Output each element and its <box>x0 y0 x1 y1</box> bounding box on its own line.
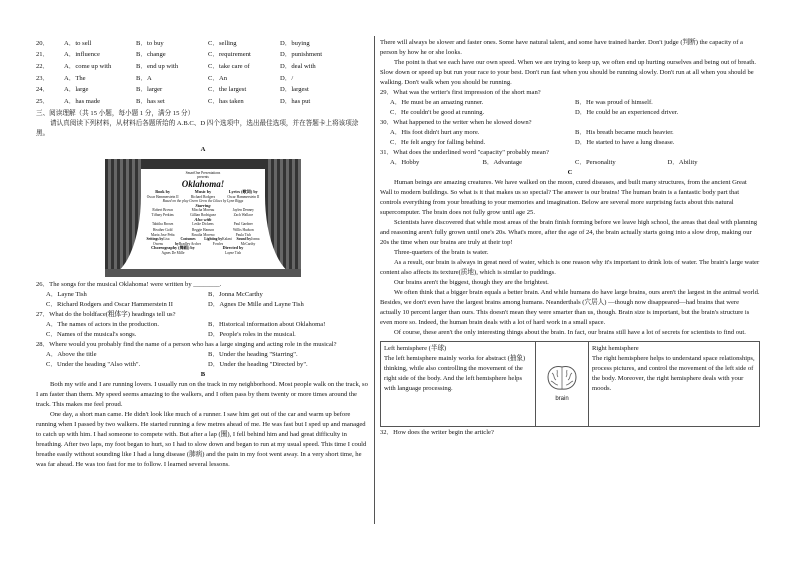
column-divider <box>374 36 375 524</box>
brain-label: brain <box>555 396 569 402</box>
q31-option-d[interactable]: D．Ability <box>667 159 698 166</box>
poster-entry: Gillian Rodriguez <box>190 213 216 218</box>
answer-option[interactable]: D．buying <box>280 39 310 47</box>
answer-option[interactable]: B．change <box>136 51 166 59</box>
left-hemisphere-cell <box>381 342 536 426</box>
answer-option[interactable]: A．large <box>64 86 89 94</box>
question-number: 22． <box>36 62 50 70</box>
musical-poster <box>105 159 301 277</box>
poster-starring-heading: Starring <box>195 202 211 208</box>
poster-entry: Tiffany Perkins <box>151 213 174 218</box>
poster-entry: Robert Brown <box>152 208 173 212</box>
right-hemisphere-heading: Right hemisphere <box>592 345 639 352</box>
question-29 <box>380 88 760 118</box>
answer-option[interactable]: D．has put <box>280 97 311 105</box>
q28-stem: 28．Where would you probably find the name of a person who has a large singing and acting role in the musical? <box>36 340 337 348</box>
question-30 <box>380 118 760 148</box>
poster-entry: Paula Tish <box>235 233 251 238</box>
passage-b-left <box>36 380 370 470</box>
poster-entry-value: Richard Rodgers <box>190 194 216 199</box>
answer-options-block <box>36 38 370 108</box>
answer-option[interactable]: C．An <box>208 74 228 82</box>
paragraph: Human beings are amazing creatures. We have walked on the moon, cured diseases, and built many structures, from the ancient Great Wall to modern buildings. So what is it that makes us so special? The answer is our brains! The human brain is a fantastic body part that controls everything from your breathing to your memories and imagination. Below are several more surprising facts about this natural supercomputer. The brain does not fully grow until age 25. <box>380 179 747 216</box>
paragraph: There will always be slower and faster ones. Some have natural talent, and some have trained harder. Don't judge (判断) the capacity of a person by how he or she looks. <box>380 39 743 56</box>
answer-option[interactable]: D．punishment <box>280 51 323 59</box>
q26-option-a[interactable]: A．Layne Tish <box>46 290 87 298</box>
question-28 <box>36 340 370 370</box>
paragraph: Both my wife and I are running lovers. I usually run on the track in my neighborhood. Most people walk on the track, so I am faster than them. My speed seems amazing to the walkers, and I often pass by them twenty or more times around the track. This makes me feel proud. <box>36 380 368 408</box>
right-curtain <box>265 159 301 277</box>
q27-option-a[interactable]: A．The names of actors in the production. <box>46 320 159 328</box>
q27-option-b[interactable]: B．Historical information about Oklahoma! <box>208 320 326 328</box>
option-row <box>36 73 370 85</box>
q29-option-a[interactable]: A．He must be an amazing runner. <box>390 99 484 106</box>
q29-stem: 29．What was the writer's first impression of the short man? <box>380 89 541 96</box>
q31-option-c[interactable]: C．Personality <box>575 159 616 166</box>
option-row <box>36 61 370 73</box>
q29-option-b[interactable]: B．He was proud of himself. <box>575 99 653 106</box>
q27-options <box>36 320 370 340</box>
poster-presents: presents <box>197 174 209 179</box>
hemisphere-table <box>380 341 760 427</box>
answer-option[interactable]: D．deal with <box>280 62 316 70</box>
paragraph: Of course, these aren't the only interesting things about the brain. In fact, our brains still have a lot of secrets for scientists to find out. <box>394 329 746 336</box>
q28-option-c[interactable]: C．Under the heading "Also with". <box>46 360 141 368</box>
answer-option[interactable]: C．has taken <box>208 97 244 105</box>
option-row <box>36 96 370 108</box>
answer-option[interactable]: C．take care of <box>208 62 250 70</box>
poster-entry <box>224 190 263 199</box>
answer-option[interactable]: C．selling <box>208 39 237 47</box>
poster-chor-value: Agnes De Mille <box>161 250 185 255</box>
brain-icon <box>545 364 579 394</box>
answer-option[interactable]: A．influence <box>64 51 100 59</box>
poster-dir-value: Layne Tish <box>224 250 242 255</box>
answer-option[interactable]: A．come up with <box>64 62 112 70</box>
poster-presenter: SmartOne Presentations <box>185 170 221 175</box>
answer-option[interactable]: B．end up with <box>136 62 179 70</box>
q26-option-d[interactable]: D．Agnes De Mille and Layne Tish <box>208 300 304 308</box>
q28-option-a[interactable]: A．Above the title <box>46 350 97 358</box>
answer-option[interactable]: B．to buy <box>136 39 164 47</box>
q26-option-c[interactable]: C．Richard Rodgers and Oscar Hammerstein II <box>46 300 173 308</box>
question-number: 23． <box>36 74 50 82</box>
paragraph: As a result, our brain is always in great need of water, which is one reason why it's important to drink lots of water. The brain's large water content also affects its texture(质地), which is similar to puddings. <box>380 259 760 276</box>
q31-option-a[interactable]: A．Hobby <box>390 159 420 166</box>
q31-options <box>380 158 760 168</box>
brain-image-cell <box>536 342 589 426</box>
poster-entry: Reggie Hanson <box>191 227 215 232</box>
q30-stem: 30．What happened to the writer when he slowed down? <box>380 119 532 126</box>
q26-option-b[interactable]: B．Jonna McCarthy <box>208 290 263 298</box>
q26-stem: 26．The songs for the musical Oklahoma! were written by ________. <box>36 280 222 288</box>
paragraph: One day, a short man came. He didn't look like much of a runner. I saw him get out of the car and warm up before running when I passed by two walkers. He started running a few metres ahead of me. He was fast but I sped up and managed to catch up with him. I had someone to compete with. But after a lap (圈), I fell behind him and had great difficulty in breathing. After two laps, my foot began to hurt, so I had to slow down and began to run at my usual speed. This time I could breathe easily without sounding like I had a lung disease (肺病) and the pain in my foot went away. In a very short time, he was far ahead. He was too fast for me to follow. I learned several lessons. <box>36 410 367 468</box>
poster-entry <box>143 190 182 199</box>
poster-entry: Leslie Dickens <box>192 222 214 227</box>
poster-entry-value: Bradley Archer <box>178 241 201 246</box>
poster-entry: Jaylen Denney <box>232 208 254 212</box>
q31-option-b[interactable]: B．Advantage <box>482 159 523 166</box>
answer-option[interactable]: C．requirement <box>208 51 251 59</box>
poster-entry-value: Jonna McCarthy <box>240 237 260 246</box>
answer-option[interactable]: B．A <box>136 74 152 82</box>
poster-entry: Willis Hudson <box>232 227 254 232</box>
q30-option-a[interactable]: A．His foot didn't hurt any more. <box>390 129 480 136</box>
answer-option[interactable]: C．the largest <box>208 86 247 94</box>
poster-based-on: Based on the play Green Grow the Lilacs by Lynn Riggs <box>162 199 244 204</box>
poster-entry-heading: Lighting by <box>204 237 223 242</box>
answer-option[interactable]: D．/ <box>280 74 294 82</box>
passage-b-right <box>380 38 760 88</box>
question-31 <box>380 148 760 168</box>
right-hemisphere-cell <box>589 342 759 426</box>
answer-option[interactable]: D．largest <box>280 86 309 94</box>
q32-stem: 32．How does the writer begin the article? <box>380 429 494 436</box>
q27-stem: 27．What do the boldface(粗体字) headings tell us? <box>36 310 176 318</box>
q29-option-c[interactable]: C．He couldn't be good at running. <box>390 109 485 116</box>
poster-entry-heading: Book by <box>155 189 171 195</box>
option-row <box>36 84 370 96</box>
q26-options <box>36 290 370 310</box>
poster-entry-heading: Sound by <box>236 237 252 242</box>
paragraph: We often think that a bigger brain equals a better brain. And while humans do have large brains, ours aren't the largest in the animal world. Besides, we don't even have the largest brains among humans. Neanderthals (穴居人) —though now disappeared—had brains that were actually 10 percent larger than ours. This doesn't mean they were smarter than us, though. Brain size is important, but the brain's structure is even more so. Indeed, the human brain deals with a lot of hard work in a small space. <box>380 289 760 326</box>
option-row <box>36 38 370 50</box>
question-number: 21． <box>36 51 50 59</box>
poster-entry-value: Kalani Fowles <box>212 237 232 246</box>
paragraph: Our brains aren't the biggest, though they are the brightest. <box>394 279 549 286</box>
paragraph: Three-quarters of the brain is water. <box>394 249 489 256</box>
poster-entry: Rosalia Moreno <box>191 233 215 238</box>
question-27 <box>36 310 370 340</box>
answer-option[interactable]: A．to sell <box>64 39 92 47</box>
q30-option-b[interactable]: B．His breath became much heavier. <box>575 129 674 136</box>
left-hemisphere-text: The left hemisphere mainly works for abstract (抽象) thinking, while also controlling the movement of the right side of the body. And the left hemisphere helps with language processing. <box>384 355 526 392</box>
poster-entry-heading: Costumes by <box>175 237 196 246</box>
paragraph: The point is that we each have our own speed. When we are trying to keep up, we often end up hurting ourselves and being out of breath. Slow down or speed up but run your race to your best. Don't run fast when you should be running slowly. Don't run at all when you should be walking. Don't walk when you should be running. <box>380 59 757 86</box>
q27-option-c[interactable]: C．Names of the musical's songs. <box>46 330 137 338</box>
left-column <box>36 38 370 470</box>
poster-dir-heading: Directed by <box>222 245 244 251</box>
passage-c-label: C <box>567 169 573 176</box>
q28-option-b[interactable]: B．Under the heading "Starring". <box>208 350 298 358</box>
q28-option-d[interactable]: D．Under the heading "Directed by". <box>208 360 308 368</box>
answer-option[interactable]: A．The <box>64 74 86 82</box>
q30-option-d[interactable]: D．He started to have a lung disease. <box>575 139 675 146</box>
q31-stem: 31．What does the underlined word "capacity" probably mean? <box>380 149 549 156</box>
q29-option-d[interactable]: D．He could be an experienced driver. <box>575 109 679 116</box>
poster-chor-heading: Choreography (舞蹈) by <box>151 245 195 251</box>
poster-entry: Paul Gardner <box>233 222 253 227</box>
right-column <box>380 38 760 438</box>
poster-text <box>143 171 263 267</box>
poster-entry: Tabitha Brown <box>151 222 174 227</box>
poster-title: Oklahoma! <box>181 179 225 190</box>
q30-option-c[interactable]: C．He felt angry for falling behind. <box>390 139 486 146</box>
section-heading: 三、阅读理解（共 15 小题，每小题 1 分，满分 15 分） <box>36 109 195 117</box>
poster-also-cast <box>143 222 263 237</box>
q30-options <box>380 128 760 148</box>
left-curtain <box>105 159 141 277</box>
poster-entry-value: Oscar Hammerstein II <box>227 194 260 199</box>
poster-bottom-credits <box>143 246 263 255</box>
answer-option[interactable]: A．has made <box>64 97 101 105</box>
paragraph: Scientists have discovered that while most areas of the brain finish forming before we leave high school, the areas that deal with planning and reasoning aren't fully grown until one's 20s. What's more, after the age of 24, the brain actually starts going into a slow drop, making our 20s the time when our brains are truly at their top! <box>380 219 758 246</box>
poster-entry-heading: Settings by <box>146 237 164 242</box>
poster-entry-heading: Lyrics (歌词) by <box>228 189 258 195</box>
q27-option-d[interactable]: D．People's roles in the musical. <box>208 330 296 338</box>
passage-b-label: B <box>200 370 206 378</box>
poster-entry: Heather Gold <box>152 227 173 232</box>
poster-entry: Maria Jose Peña <box>150 233 175 238</box>
option-row <box>36 50 370 62</box>
poster-credits <box>143 190 263 199</box>
answer-option[interactable]: B．has set <box>136 97 165 105</box>
answer-option[interactable]: B．larger <box>136 86 163 94</box>
section-instruction: 请认真阅读下列材料，从材料后各题所给的 A.B.C、D 四个选项中，选出最佳选项，并在答题卡上将该项涂黑。 <box>36 119 359 137</box>
question-number: 20． <box>36 39 50 47</box>
passage-a-label: A <box>200 145 206 153</box>
poster-also-heading: Also with <box>194 216 212 222</box>
poster-entry-value: Lisa Owens <box>153 237 170 246</box>
question-number: 24． <box>36 86 50 94</box>
question-number: 25． <box>36 97 50 105</box>
poster-entry-value: Oscar Hammerstein II <box>146 194 179 199</box>
poster-entry-heading: Music by <box>194 189 212 195</box>
poster-entry <box>183 190 222 199</box>
passage-c <box>380 178 760 338</box>
q29-options <box>380 98 760 118</box>
poster-entry: Zach Wallace <box>233 213 254 218</box>
poster-entry: Mischa Moreau <box>191 208 215 212</box>
right-hemisphere-text: The right hemisphere helps to understand space relationships, process pictures, and control the movement of the left side of the body. Moreover, the right hemisphere deals with your moods. <box>592 355 755 392</box>
left-hemisphere-heading: Left hemisphere (半球) <box>384 345 447 352</box>
question-26 <box>36 280 370 310</box>
stage-floor <box>105 269 301 277</box>
q28-options <box>36 350 370 370</box>
